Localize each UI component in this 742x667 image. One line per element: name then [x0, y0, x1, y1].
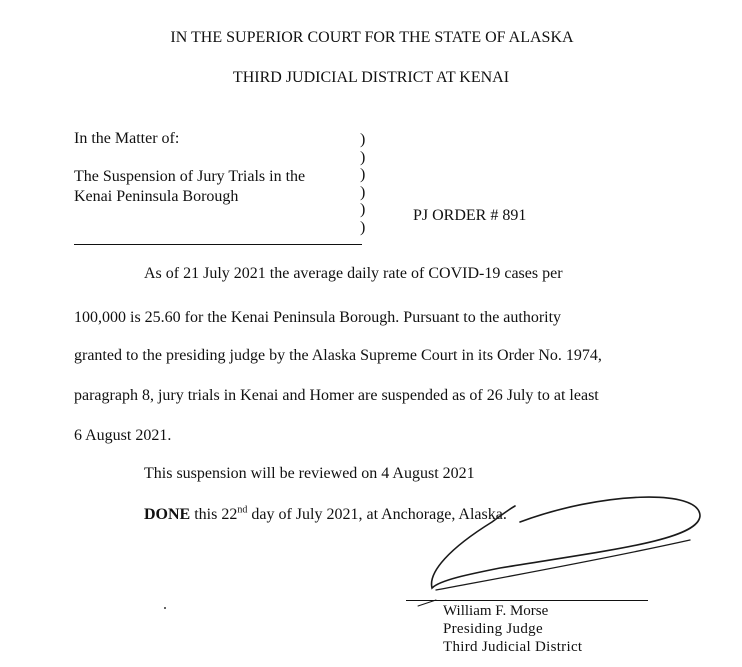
- body-line-5: 6 August 2021.: [74, 427, 172, 444]
- caption-paren: ): [360, 218, 366, 236]
- court-heading: IN THE SUPERIOR COURT FOR THE STATE OF ALASKA: [170, 29, 574, 46]
- scan-speck: [164, 607, 166, 609]
- done-text-post: day of July 2021, at Anchorage, Alaska.: [247, 506, 507, 523]
- review-statement: This suspension will be reviewed on 4 August 2021: [144, 465, 475, 482]
- caption-paren: ): [360, 166, 366, 184]
- caption-paren: ): [360, 201, 366, 219]
- body-line-4: paragraph 8, jury trials in Kenai and Homer are suspended as of 26 July to at least: [74, 387, 599, 404]
- done-label: DONE: [144, 506, 191, 523]
- district-heading: THIRD JUDICIAL DISTRICT AT KENAI: [232, 69, 510, 86]
- judge-district: Third Judicial District: [443, 639, 583, 655]
- caption-underline: [74, 244, 362, 245]
- case-caption: [74, 129, 359, 207]
- signature-line: [406, 600, 648, 601]
- body-line-2: 100,000 is 25.60 for the Kenai Peninsula Borough. Pursuant to the authority: [74, 309, 562, 326]
- matter-title-line-2: Kenai Peninsula Borough: [74, 188, 239, 205]
- caption-paren: ): [360, 183, 366, 201]
- done-text-pre: this 22: [190, 506, 238, 523]
- caption-parentheses: [360, 131, 365, 237]
- done-ordinal: nd: [237, 504, 248, 516]
- done-statement: [144, 505, 507, 525]
- judge-name: William F. Morse: [443, 603, 549, 619]
- judge-title: Presiding Judge: [443, 621, 543, 637]
- matter-label: In the Matter of:: [74, 130, 180, 147]
- order-number: PJ ORDER # 891: [413, 207, 527, 224]
- body-line-3: granted to the presiding judge by the Alaska Supreme Court in its Order No. 1974,: [74, 347, 602, 364]
- body-line-1: As of 21 July 2021 the average daily rate of COVID-19 cases per: [144, 265, 563, 282]
- caption-paren: ): [360, 148, 366, 166]
- caption-paren: ): [360, 131, 366, 148]
- signature-block: [443, 602, 582, 656]
- matter-title-line-1: The Suspension of Jury Trials in the: [74, 168, 306, 185]
